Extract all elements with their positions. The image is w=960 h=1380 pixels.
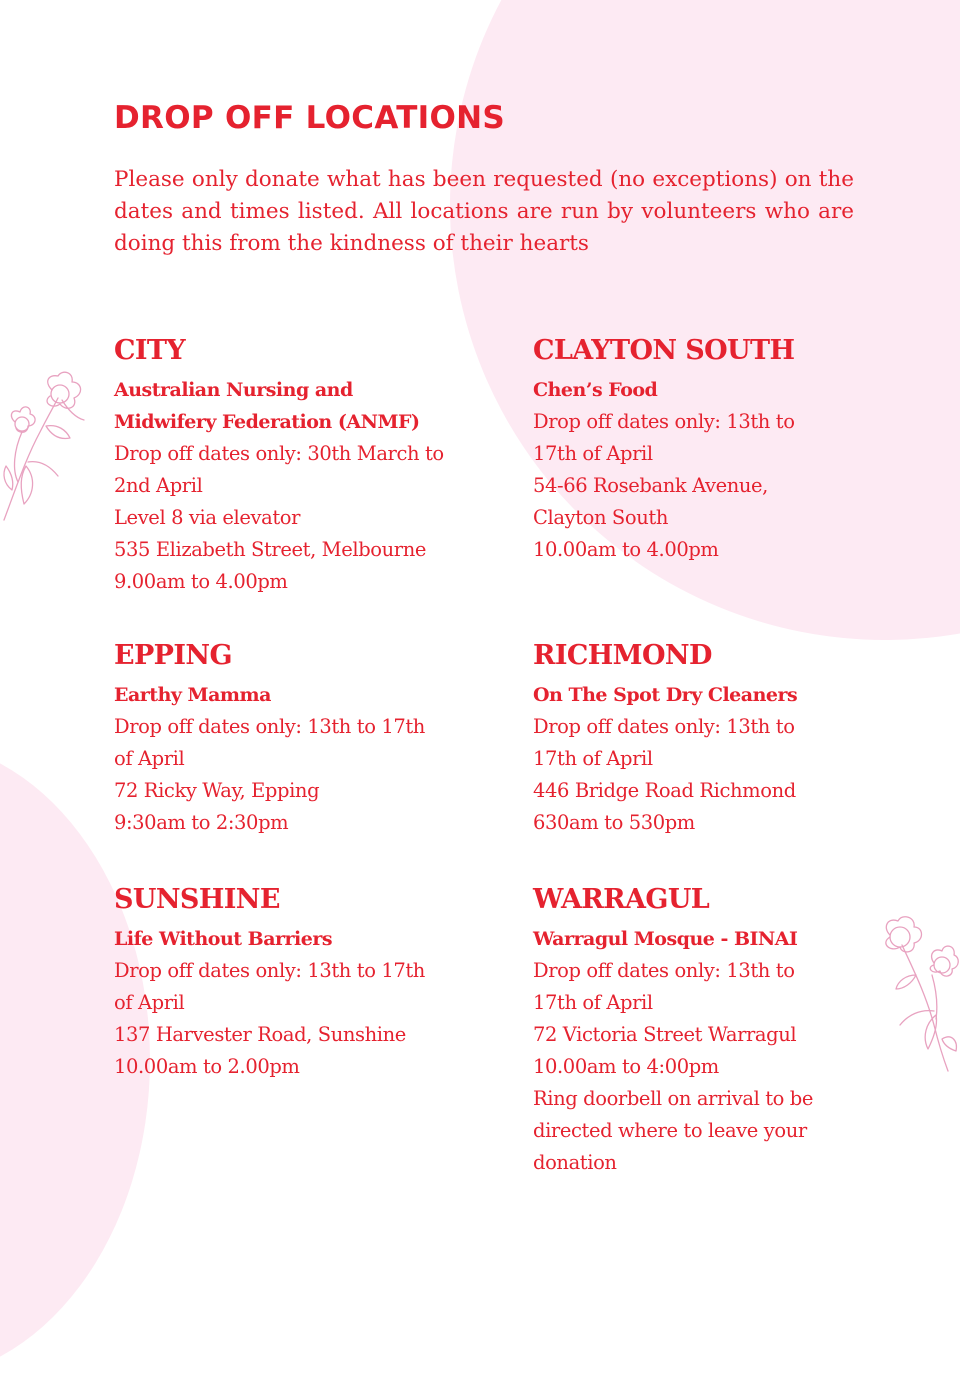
- location-address: 54-66 Rosebank Avenue, Clayton South: [533, 474, 768, 529]
- opening-hours: 9.00am to 4.00pm: [114, 570, 288, 593]
- drop-off-dates: Drop off dates only: 13th to 17th of April: [533, 410, 795, 465]
- drop-off-dates: Drop off dates only: 30th March to 2nd April: [114, 442, 444, 497]
- location-venue: On The Spot Dry Cleaners: [533, 684, 798, 706]
- opening-hours: 10.00am to 4:00pm: [533, 1055, 719, 1078]
- location-name: CLAYTON SOUTH: [533, 335, 795, 366]
- opening-hours: 10.00am to 2.00pm: [114, 1055, 300, 1078]
- location-address: 72 Ricky Way, Epping: [114, 779, 320, 802]
- opening-hours: 10.00am to 4.00pm: [533, 538, 719, 561]
- flower-sprig-icon-right: [872, 915, 960, 1075]
- drop-off-dates: Drop off dates only: 13th to 17th of April: [114, 715, 425, 770]
- location-venue: Life Without Barriers: [114, 928, 333, 950]
- location-venue: Earthy Mamma: [114, 684, 271, 706]
- location-name: RICHMOND: [533, 640, 712, 671]
- location-venue: Chen’s Food: [533, 379, 658, 401]
- location-address: 137 Harvester Road, Sunshine: [114, 1023, 406, 1046]
- location-card-warragul: [533, 883, 878, 1179]
- location-venue: Warragul Mosque - BINAI: [533, 928, 798, 950]
- location-name: WARRAGUL: [533, 884, 710, 915]
- page-title: DROP OFF LOCATIONS: [114, 100, 506, 136]
- opening-hours: 630am to 530pm: [533, 811, 695, 834]
- opening-hours: 9:30am to 2:30pm: [114, 811, 289, 834]
- location-name: EPPING: [114, 640, 232, 671]
- arrival-instructions: Ring doorbell on arrival to be directed where to leave your donation: [533, 1087, 814, 1174]
- location-address: 446 Bridge Road Richmond: [533, 779, 796, 802]
- location-card-epping: [114, 639, 459, 839]
- location-address: 72 Victoria Street Warragul: [533, 1023, 797, 1046]
- location-card-sunshine: [114, 883, 459, 1083]
- location-access: Level 8 via elevator: [114, 506, 301, 529]
- location-card-richmond: [533, 639, 878, 839]
- location-address: 535 Elizabeth Street, Melbourne: [114, 538, 427, 561]
- location-card-city: [114, 334, 459, 598]
- location-name: SUNSHINE: [114, 884, 280, 915]
- location-venue: Australian Nursing and Midwifery Federation (ANMF): [114, 379, 420, 433]
- drop-off-dates: Drop off dates only: 13th to 17th of April: [114, 959, 425, 1014]
- drop-off-dates: Drop off dates only: 13th to 17th of April: [533, 715, 795, 770]
- intro-paragraph: Please only donate what has been requested (no exceptions) on the dates and times listed. All locations are run by volunteers who are doing this from the kindness of their hearts: [114, 167, 854, 256]
- location-name: CITY: [114, 335, 186, 366]
- drop-off-dates: Drop off dates only: 13th to 17th of April: [533, 959, 795, 1014]
- location-card-clayton-south: [533, 334, 878, 566]
- flower-sprig-icon-left: [0, 370, 90, 530]
